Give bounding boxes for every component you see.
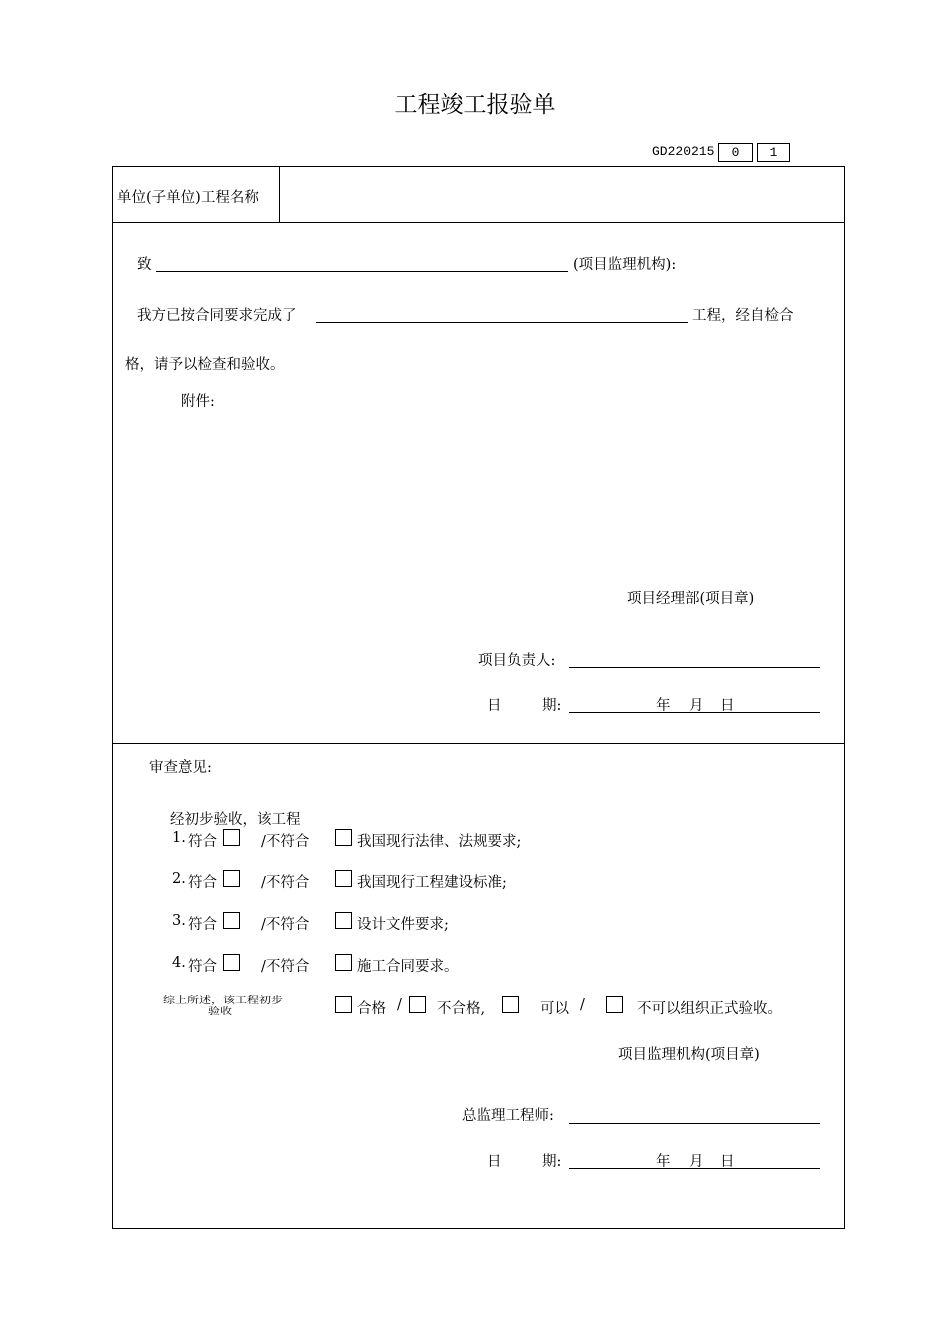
manager-label: 项目负责人: [478,653,556,669]
item-conform-label: 符合 [188,959,217,975]
to-label: 致 [137,257,152,273]
date-day: 日 [720,1154,735,1170]
body-line2: 格，请予以检查和验收。 [125,357,285,373]
date-month: 月 [689,698,704,714]
can-organize-checkbox[interactable] [502,996,519,1013]
cannot-organize-checkbox[interactable] [606,996,623,1013]
form-code-prefix: GD220215 [652,144,715,159]
form-title: 工程竣工报验单 [394,92,556,118]
item-conform-label: 符合 [188,834,217,850]
supervisor-org-field[interactable] [156,271,568,272]
opt-cannot-label: 不可以组织正式验收。 [637,1001,782,1017]
opt-slash2: / [580,997,585,1013]
item-3-conform-checkbox[interactable] [223,912,240,929]
date-year: 年 [656,1154,671,1170]
pass-checkbox[interactable] [335,996,352,1013]
item-text: 我国现行工程建设标准; [357,875,507,891]
to-suffix: (项目监理机构): [573,257,677,273]
item-number: 4. [172,955,186,971]
opt-fail-label: 不合格, [437,1001,486,1017]
date-label-day: 日 [487,1154,502,1170]
fail-checkbox[interactable] [409,996,426,1013]
item-2-nonconform-checkbox[interactable] [335,870,352,887]
item-1-conform-checkbox[interactable] [223,829,240,846]
item-text: 设计文件要求; [357,917,449,933]
item-nonconform-label: /不符合 [261,917,310,933]
date-label-period: 期: [542,1154,562,1170]
attachment-label: 附件: [181,394,215,410]
item-2-conform-checkbox[interactable] [223,870,240,887]
item-4-nonconform-checkbox[interactable] [335,954,352,971]
review-intro: 经初步验收，该工程 [170,812,301,828]
date-month: 月 [689,1154,704,1170]
conclusion-line2: 验收 [208,1005,233,1017]
body-prefix: 我方已按合同要求完成了 [137,308,297,324]
item-nonconform-label: /不符合 [261,834,310,850]
opt-slash: / [397,997,402,1013]
item-number: 1. [172,830,186,846]
item-4-conform-checkbox[interactable] [223,954,240,971]
form-frame [112,166,845,1229]
item-conform-label: 符合 [188,917,217,933]
date-year: 年 [656,698,671,714]
body-suffix: 工程，经自检合 [692,308,794,324]
form-code-box-2[interactable]: 1 [757,143,790,162]
item-nonconform-label: /不符合 [261,959,310,975]
engineer-label: 总监理工程师: [462,1108,554,1124]
project-name-field[interactable] [290,186,830,206]
conclusion-line1: 综上所述，该工程初步 [163,994,284,1006]
application-date-field[interactable] [569,712,820,713]
manager-field[interactable] [569,667,820,668]
supervisor-stamp-label: 项目监理机构(项目章) [618,1047,760,1063]
item-3-nonconform-checkbox[interactable] [335,912,352,929]
item-number: 3. [172,913,186,929]
completed-project-field[interactable] [316,322,688,323]
review-date-field[interactable] [569,1168,820,1169]
pm-stamp-label: 项目经理部(项目章) [627,591,755,607]
date-label-period: 期: [542,698,562,714]
row-divider-header [112,222,845,223]
column-divider-header [279,166,280,223]
row-divider-review [112,743,845,744]
opinion-label: 审查意见: [149,760,212,776]
project-name-label: 单位(子单位)工程名称 [117,190,259,206]
engineer-field[interactable] [569,1123,820,1124]
item-number: 2. [172,871,186,887]
item-text: 施工合同要求。 [357,959,459,975]
opt-can-label: 可以 [540,1001,569,1017]
item-1-nonconform-checkbox[interactable] [335,829,352,846]
item-text: 我国现行法律、法规要求; [357,834,522,850]
form-code-box-1[interactable]: 0 [718,143,753,162]
opt-pass-label: 合格 [357,1001,386,1017]
date-day: 日 [720,698,735,714]
date-label-day: 日 [487,698,502,714]
item-nonconform-label: /不符合 [261,875,310,891]
item-conform-label: 符合 [188,875,217,891]
